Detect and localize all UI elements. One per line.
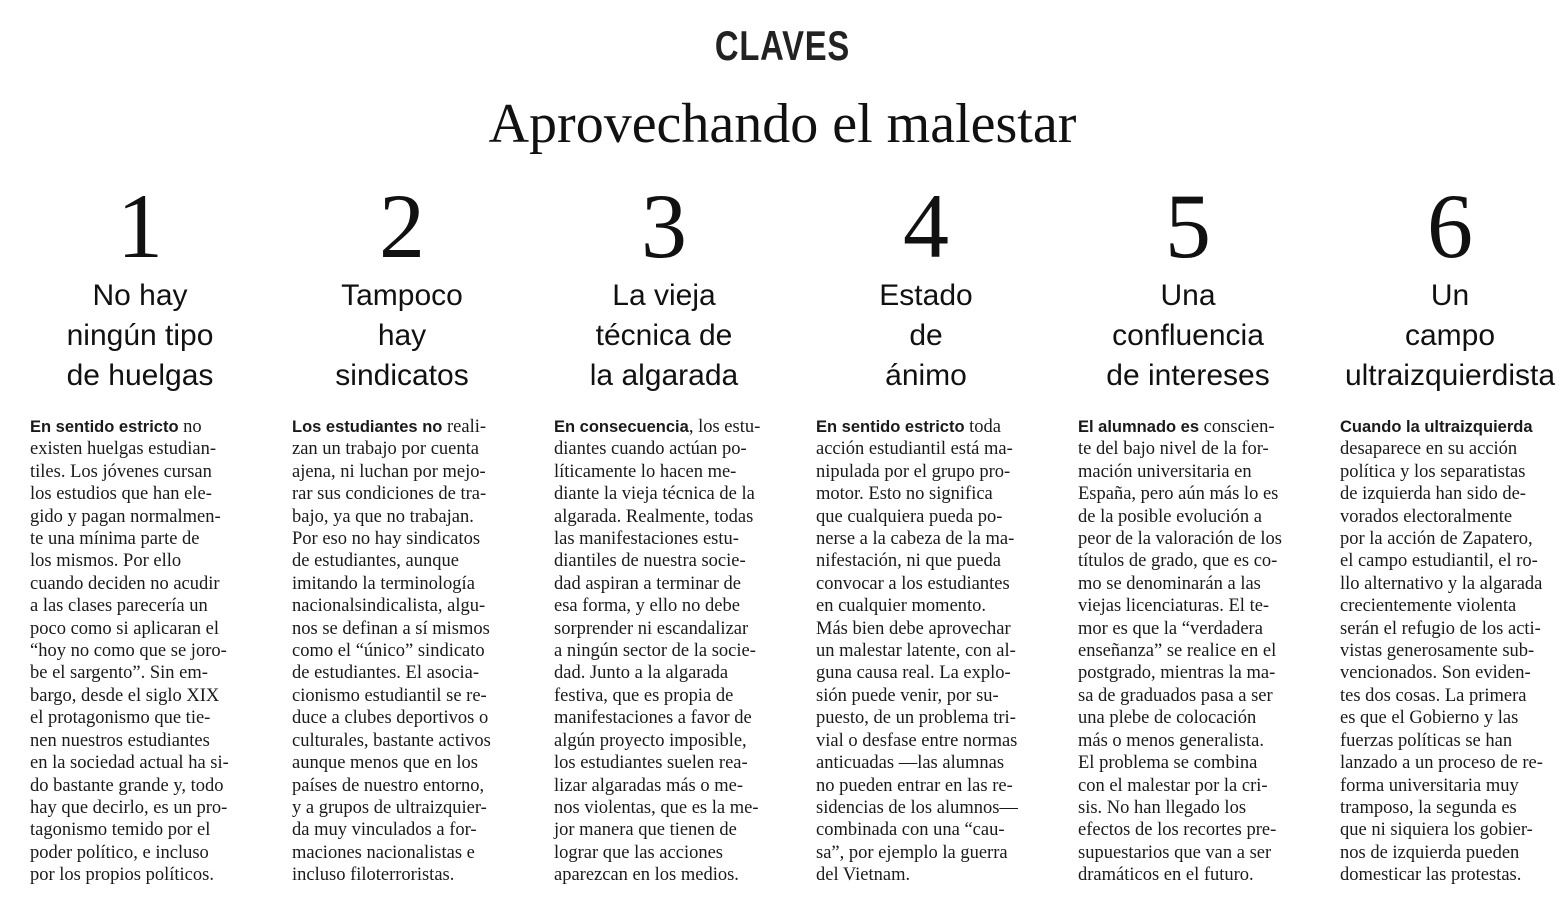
column-title [1078, 276, 1298, 396]
body-line: ajena, ni luchan por mejo- [292, 461, 486, 482]
body-line: del Vietnam. [816, 865, 911, 886]
body-line: España, pero aún más lo es [1078, 484, 1279, 505]
body-line: títulos de grado, que es co- [1078, 551, 1278, 572]
body-line: tramposo, la segunda es [1340, 797, 1517, 818]
body-line: de la posible evolución a [1078, 506, 1262, 527]
body-line: da muy vinculados a for- [292, 820, 477, 841]
body-line: festiva, que es propia de [554, 685, 734, 706]
column-body [30, 416, 250, 887]
body-line: El problema se combina [1078, 753, 1258, 774]
body-line: hay que decirlo, es un pro- [30, 797, 228, 818]
lead-in: Cuando la ultraizquierda [1340, 418, 1533, 436]
body-line: crecientemente violenta [1340, 596, 1517, 617]
body-line: convocar a los estudiantes [816, 573, 1010, 594]
column-number: 1 [117, 175, 163, 277]
body-line: tes dos cosas. La primera [1340, 685, 1527, 706]
column-title-line: Un [1430, 279, 1470, 312]
body-line: diantiles de nuestra socie- [554, 551, 746, 572]
column-title-line: Estado [879, 279, 973, 312]
column-title [30, 276, 250, 396]
body-line: nifestación, ni que pueda [816, 551, 1001, 572]
column-title-line: La vieja [612, 279, 716, 312]
body-line: imitando la terminología [292, 573, 475, 594]
body-line: bargo, desde el siglo XIX [30, 685, 220, 706]
body-line: aunque menos que en los [292, 753, 478, 774]
column-body [1078, 416, 1298, 887]
body-line: dad aspiran a terminar de [554, 573, 741, 594]
body-line: duce a clubes deportivos o [292, 708, 489, 729]
body-line: incluso filoterroristas. [292, 865, 455, 886]
body-line: maciones nacionalistas e [292, 842, 475, 863]
column-number: 3 [641, 175, 687, 277]
column-body [554, 416, 774, 887]
body-line: sidencias de los alumnos— [816, 797, 1018, 818]
body-line: vorados electoralmente [1340, 506, 1513, 527]
body-line: En consecuencia, los estu- [554, 417, 761, 437]
column-title [1340, 276, 1560, 396]
body-line: postgrado, mientras la ma- [1078, 663, 1276, 684]
body-line: lograr que las acciones [554, 842, 723, 863]
page-headline: Aprovechando el malestar [488, 93, 1077, 155]
lead-in: Los estudiantes no [292, 418, 443, 436]
lead-in: El alumnado es [1078, 418, 1200, 436]
column-body [1340, 416, 1560, 887]
body-line: te del bajo nivel de la for- [1078, 439, 1269, 460]
body-line: nos violentas, que es la me- [554, 797, 759, 818]
body-line: mo se denominarán a las [1078, 573, 1261, 594]
column-title-line: Tampoco [341, 279, 463, 312]
body-line: vial o desfase entre normas [816, 730, 1018, 751]
body-line: cionismo estudiantil se re- [292, 685, 487, 706]
body-line: acción estudiantil está ma- [816, 439, 1013, 460]
column-title-line: de [909, 319, 943, 352]
column-number: 5 [1165, 175, 1211, 277]
body-line: nos de izquierda pueden [1340, 842, 1520, 863]
body-line: anticuadas —las alumnas [816, 753, 1005, 774]
body-line: sorprender ni escandalizar [554, 618, 749, 639]
column-1 [30, 175, 250, 898]
body-line: jor manera que tienen de [554, 820, 737, 841]
body-line: puesto, de un problema tri- [816, 708, 1016, 729]
body-line: desaparece en su acción [1340, 439, 1518, 460]
column-title-line: la algarada [589, 359, 739, 392]
column-title-line: ningún tipo [66, 319, 214, 352]
body-line: los mismos. Por ello [30, 551, 182, 572]
column-title-line: campo [1404, 319, 1496, 352]
body-line: diante la vieja técnica de la [554, 484, 755, 505]
body-line: “hoy no como que se joro- [30, 641, 227, 662]
body-line [1340, 416, 1560, 438]
body-line: por la acción de Zapatero, [1340, 529, 1533, 550]
lead-in: En consecuencia [554, 418, 689, 436]
column-number: 2 [379, 175, 425, 277]
column-title-line: Una [1160, 279, 1216, 312]
body-line: diantes cuando actúan po- [554, 439, 747, 460]
column-body [292, 416, 512, 887]
column-number: 4 [903, 175, 949, 277]
body-line: fuerzas políticas se han [1340, 730, 1513, 751]
body-line: El alumnado es conscien- [1078, 417, 1275, 437]
body-line: nacionalsindicalista, algu- [292, 596, 486, 617]
body-line: motor. Esto no significa [816, 484, 993, 505]
body-line: dad. Junto a la algarada [554, 663, 729, 684]
columns-container [30, 175, 1556, 898]
body-line: peor de la valoración de los [1078, 529, 1282, 550]
body-line: guna causa real. La explo- [816, 663, 1011, 684]
column-number: 6 [1427, 175, 1473, 277]
body-line: a ningún sector de la socie- [554, 641, 756, 662]
body-line: lanzado a un proceso de re- [1340, 753, 1543, 774]
body-line: las manifestaciones estu- [554, 529, 739, 550]
body-line: de estudiantes, aunque [292, 551, 459, 572]
body-line: con el malestar por la cri- [1078, 775, 1268, 796]
body-line: tiles. Los jóvenes cursan [30, 461, 212, 482]
body-line: sis. No han llegado los [1078, 797, 1247, 818]
column-5 [1078, 175, 1298, 898]
column-4 [816, 175, 1036, 898]
body-line: sa de graduados pasa a ser [1078, 685, 1273, 706]
column-3 [554, 175, 774, 898]
body-line: que cualquiera pueda po- [816, 506, 1003, 527]
body-line: más o menos generalista. [1078, 730, 1264, 751]
body-line: forma universitaria muy [1340, 775, 1519, 796]
body-line: be el sargento”. Sin em- [30, 663, 208, 684]
column-2 [292, 175, 512, 898]
body-line: aparezcan en los medios. [554, 865, 739, 886]
body-line: en cualquier momento. [816, 596, 987, 617]
body-line: el campo estudiantil, el ro- [1340, 551, 1538, 572]
body-line: no pueden entrar en las re- [816, 775, 1013, 796]
column-title-line: de intereses [1106, 359, 1270, 392]
body-line: nerse a la cabeza de la ma- [816, 529, 1015, 550]
body-line: de estudiantes. El asocia- [292, 663, 479, 684]
body-line: los estudios que han ele- [30, 484, 212, 505]
body-line: por los propios políticos. [30, 865, 214, 886]
body-line: sa”, por ejemplo la guerra [816, 842, 1008, 863]
column-body [816, 416, 1036, 887]
column-title-line: confluencia [1112, 319, 1264, 352]
body-line: vistas generosamente sub- [1340, 641, 1535, 662]
body-line: Los estudiantes no reali- [292, 417, 487, 437]
body-line: do bastante grande y, todo [30, 775, 224, 796]
body-line: que ni siquiera los gobier- [1340, 820, 1533, 841]
body-line: dramáticos en el futuro. [1078, 865, 1254, 886]
body-line: efectos de los recortes pre- [1078, 820, 1277, 841]
body-line: culturales, bastante activos [292, 730, 491, 751]
body-line: Más bien debe aprovechar [816, 618, 1011, 639]
column-title [816, 276, 1036, 396]
section-kicker: CLAVES [714, 22, 851, 69]
body-line: política y los separatistas [1340, 461, 1526, 482]
body-line: serán el refugio de los acti- [1340, 618, 1541, 639]
body-line: poder político, e incluso [30, 842, 209, 863]
body-line: nipulada por el grupo pro- [816, 461, 1011, 482]
body-line: lizar algaradas más o me- [554, 775, 744, 796]
body-line: una plebe de colocación [1078, 708, 1257, 729]
body-line: combinada con una “cau- [816, 820, 1005, 841]
body-line: zan un trabajo por cuenta [292, 439, 479, 460]
body-line: sión puede venir, por su- [816, 685, 999, 706]
column-title-line: No hay [92, 279, 188, 312]
column-title-line: ánimo [885, 359, 967, 392]
column-title-line: técnica de [595, 319, 733, 352]
body-line: supuestarios que van a ser [1078, 842, 1272, 863]
body-line: algún proyecto imposible, [554, 730, 747, 751]
body-line: mor es que la “verdadera [1078, 618, 1263, 639]
body-line: como el “único” sindicato [292, 641, 485, 662]
body-line: En sentido estricto no [30, 417, 202, 437]
body-line: en la sociedad actual ha si- [30, 753, 229, 774]
body-line: domesticar las protestas. [1340, 865, 1522, 886]
body-line: bajo, ya que no trabajan. [292, 506, 474, 527]
body-line: viejas licenciaturas. El te- [1078, 596, 1270, 617]
body-line: rar sus condiciones de tra- [292, 484, 487, 505]
body-line: nen nuestros estudiantes [30, 730, 210, 751]
body-line: un malestar latente, con al- [816, 641, 1016, 662]
body-line: gido y pagan normalmen- [30, 506, 221, 527]
body-line: el protagonismo que tie- [30, 708, 211, 729]
column-title-line: hay [377, 319, 427, 352]
body-line: En sentido estricto toda [816, 417, 1002, 437]
body-line: te una mínima parte de [30, 529, 200, 550]
body-line: a las clases parecería un [30, 596, 208, 617]
body-line: tagonismo temido por el [30, 820, 211, 841]
body-line: los estudiantes suelen rea- [554, 753, 748, 774]
lead-in: En sentido estricto [30, 418, 179, 436]
body-line: enseñanza” se realice en el [1078, 641, 1277, 662]
body-line: nos se definan a sí mismos [292, 618, 490, 639]
column-title [292, 276, 512, 396]
body-line: existen huelgas estudian- [30, 439, 216, 460]
body-line: vencionados. Son eviden- [1340, 663, 1531, 684]
column-title [554, 276, 774, 396]
body-line: es que el Gobierno y las [1340, 708, 1519, 729]
body-line: y a grupos de ultraizquier- [292, 797, 487, 818]
column-title-line: de huelgas [66, 359, 214, 392]
column-title-line: sindicatos [335, 359, 469, 392]
body-line: esa forma, y ello no debe [554, 596, 740, 617]
body-line: poco como si aplicaran el [30, 618, 220, 639]
body-line: países de nuestro entorno, [292, 775, 485, 796]
body-line: cuando deciden no acudir [30, 573, 220, 594]
lead-in: En sentido estricto [816, 418, 965, 436]
body-line: mación universitaria en [1078, 461, 1252, 482]
body-line: algarada. Realmente, todas [554, 506, 754, 527]
column-6 [1340, 175, 1560, 898]
body-line: líticamente lo hacen me- [554, 461, 737, 482]
column-title-line: ultraizquierdista [1344, 359, 1556, 392]
body-line: llo alternativo y la algarada [1340, 573, 1543, 594]
body-line: Por eso no hay sindicatos [292, 529, 481, 550]
body-line: manifestaciones a favor de [554, 708, 752, 729]
body-line: de izquierda han sido de- [1340, 484, 1526, 505]
